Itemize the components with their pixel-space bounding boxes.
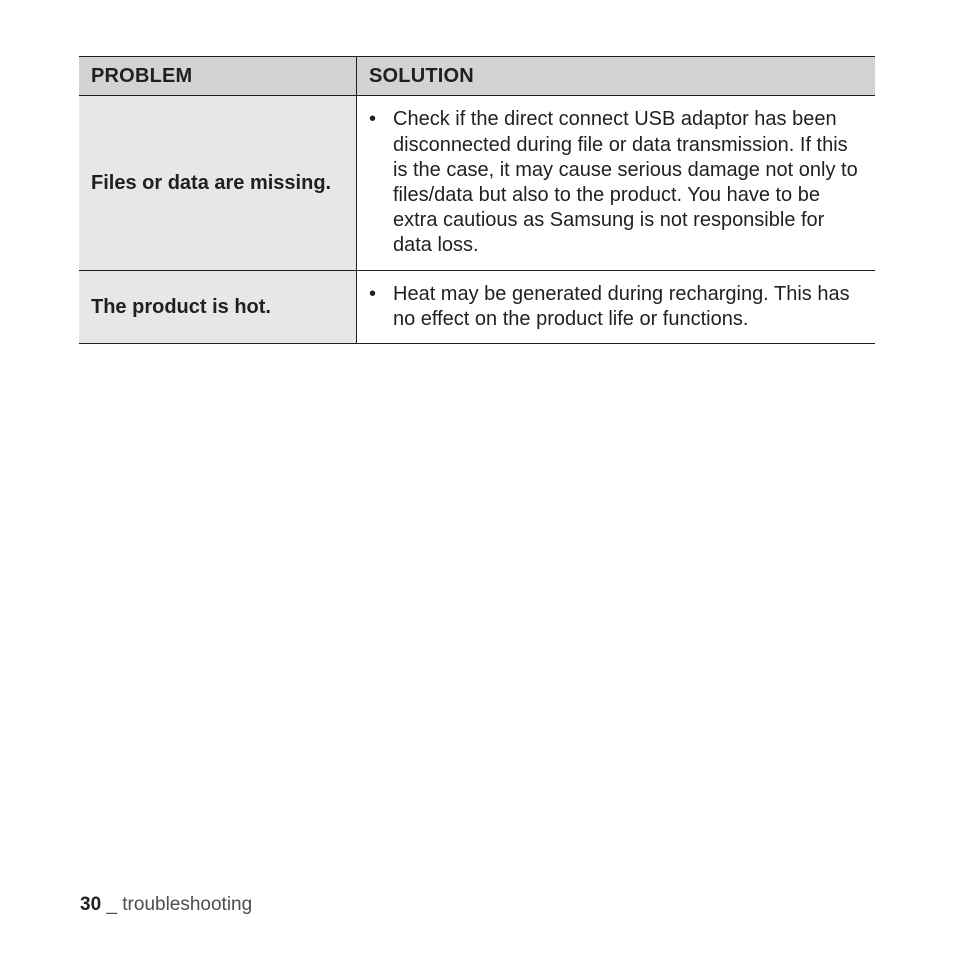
solution-cell — [357, 96, 875, 270]
footer-separator: _ — [101, 894, 123, 915]
page-number: 30 — [80, 894, 102, 915]
solution-cell — [357, 271, 875, 343]
footer-section: troubleshooting — [122, 894, 253, 915]
table-header-row — [79, 57, 875, 96]
header-problem: PROBLEM — [79, 57, 357, 95]
problem-cell — [79, 271, 357, 343]
solution-text: Heat may be generated during recharging. This has no effect on the product life or functions. — [393, 282, 850, 330]
table-row — [79, 271, 875, 344]
bullet-icon: • — [369, 282, 377, 305]
troubleshooting-table — [79, 56, 875, 344]
table-row — [79, 96, 875, 271]
problem-text: Files or data are missing. — [91, 171, 332, 194]
solution-text: Check if the direct connect USB adaptor has been disconnected during file or data transmission. If this is the case, it may cause serious damage not only to files/data but also to the product. You have to be extra cautious as Samsung is not responsible for data loss. — [393, 108, 858, 257]
page-footer — [80, 894, 252, 916]
problem-text: The product is hot. — [91, 295, 271, 318]
problem-cell — [79, 96, 357, 270]
header-solution: SOLUTION — [357, 57, 875, 95]
bullet-icon: • — [369, 108, 377, 131]
solution-bullet-item — [369, 282, 865, 332]
solution-bullet-item — [369, 107, 865, 258]
